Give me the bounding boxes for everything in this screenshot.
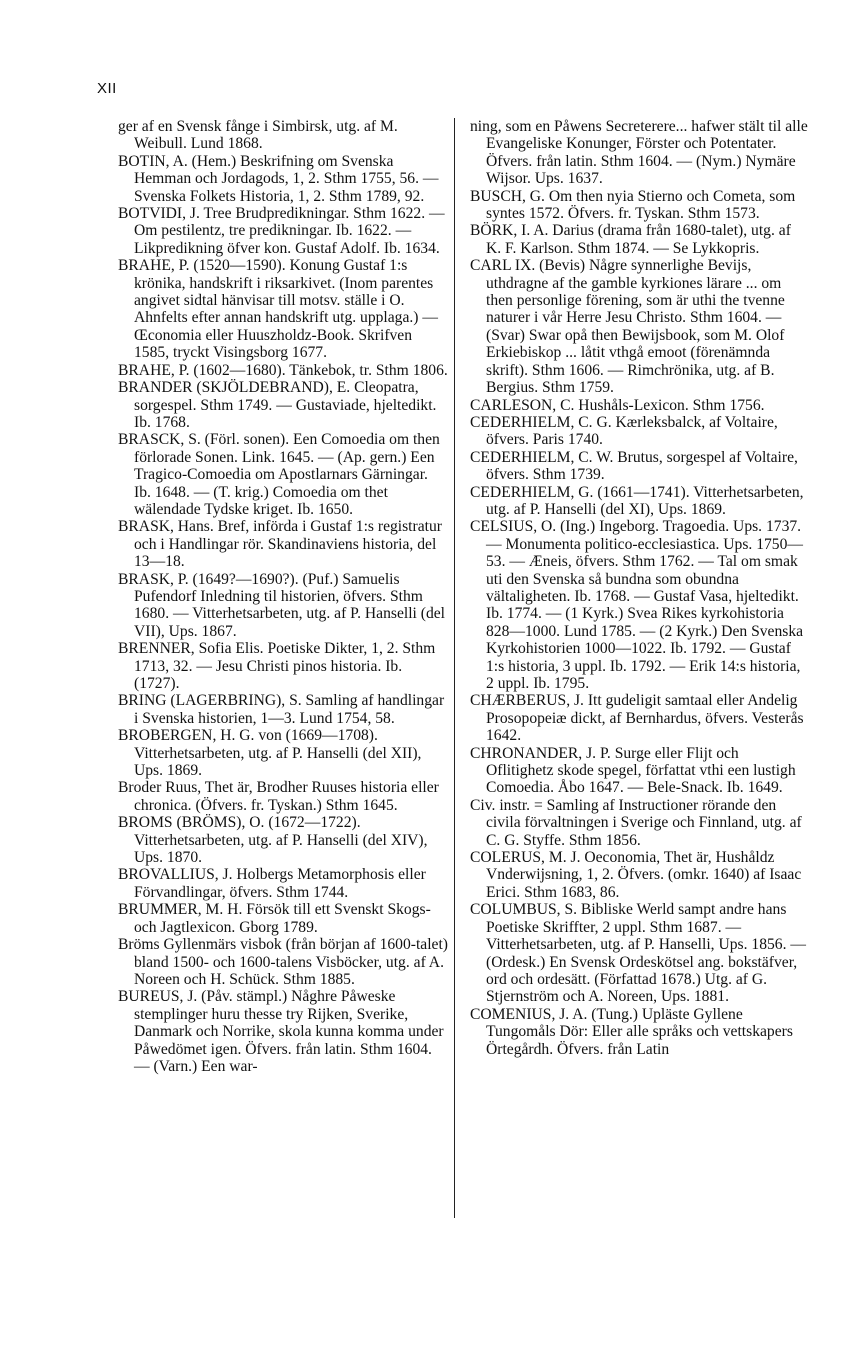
bibliography-entry: CEDERHIELM, G. (1661—1741). Vitterhetsarbeten, utg. af P. Hanselli (del XI), Ups. 1869. xyxy=(470,483,804,518)
bibliography-entry: CARLESON, C. Hushåls-Lexicon. Sthm 1756. xyxy=(470,396,765,414)
bibliography-entry: CELSIUS, O. (Ing.) Ingeborg. Tragoedia. Ups. 1737. — Monumenta politico-ecclesiastica. Ups. 1750—53. — Æneis, öfvers. Sthm 1762. — Tal om smak uti den Svenska så bundna som obundna vältaligheten. Ib. 1768. — Gustaf Vasa, hjeltedikt. Ib. 1774. — (1 Kyrk.) Svea Rikes kyrkohistoria 828—1000. Lund 1785. — (2 Kyrk.) Den Svenska Kyrkohistorien 1000—1022. Ib. 1792. — Gustaf 1:s historia, 3 uppl. Ib. 1792. — Erik 14:s historia, 2 uppl. Ib. 1795. xyxy=(470,518,804,692)
bibliography-entry: BROVALLIUS, J. Holbergs Metamorphosis eller Förvandlingar, öfvers. Sthm 1744. xyxy=(118,866,426,901)
bibliography-entry: CARL IX. (Bevis) Någre synnerlighe Bevijs, uthdragne af the gamble kyrkiones lärare ... om then personlige förening, som är uthi the tvenne naturer i vår Herre Jesu Christo. Sthm 1604. — (Svar) Swar opå then Bewijsbook, som M. Olof Erkiebiskop ... låtit vthgå emoot (förenämnda skrift). Sthm 1606. — Rimchrönika, utg. af B. Bergius. Sthm 1759. xyxy=(470,257,785,397)
bibliography-entry: BRAHE, P. (1602—1680). Tänkebok, tr. Sthm 1806. xyxy=(118,361,448,379)
bibliography-entry: CEDERHIELM, C. G. Kærleksbalck, af Voltaire, öfvers. Paris 1740. xyxy=(470,413,778,449)
bibliography-entry: BRING (LAGERBRING), S. Samling af handlingar i Svenska historien, 1—3. Lund 1754, 58. xyxy=(118,692,445,727)
column-divider xyxy=(454,118,455,1218)
bibliography-entry: ger af en Svensk fånge i Simbirsk, utg. af M. Weibull. Lund 1868. xyxy=(118,118,398,153)
bibliography-entry: COMENIUS, J. A. (Tung.) Upläste Gyllene Tungomåls Dör: Eller alle språks och vettskapers Örtegårdh. Öfvers. från Latin xyxy=(470,1005,793,1058)
bibliography-entry: BOTIN, A. (Hem.) Beskrifning om Svenska Hemman och Jordagods, 1, 2. Sthm 1755, 56. — Svenska Folkets Historia, 1, 2. Sthm 1789, 92. xyxy=(118,152,439,205)
page-number: XII xyxy=(97,80,117,97)
bibliography-entry: BROMS (BRÖMS), O. (1672—1722). Vitterhetsarbeten, utg. af P. Hanselli (del XIV), Ups. 1870. xyxy=(118,814,428,867)
left-column xyxy=(118,118,448,1075)
bibliography-entry: CHRONANDER, J. P. Surge eller Flijt och Oflitighetz skode spegel, författat vthi een lustigh Comoedia. Åbo 1647. — Bele-Snack. Ib. 1649. xyxy=(470,744,796,797)
bibliography-entry: COLUMBUS, S. Bibliske Werld sampt andre hans Poetiske Skriffter, 2 uppl. Sthm 1687. — Vitterhetsarbeten, utg. af P. Hanselli, Ups. 1856. — (Ordesk.) En Svensk Ordeskötsel ang. bokstäfver, ord och ordesätt. (Författad 1678.) Utg. af G. Stjernström och A. Noreen, Ups. 1881. xyxy=(470,901,806,1006)
bibliography-entry: ning, som en Påwens Secreterere... hafwer stält til alle Evangeliske Konunger, Förster och Potentater. Öfvers. från latin. Sthm 1604. — (Nym.) Nymäre Wijsor. Ups. 1637. xyxy=(470,118,808,188)
bibliography-entry: Civ. instr. = Samling af Instructioner rörande den civila förvaltningen i Sverige och Finnland, utg. af C. G. Styffe. Sthm 1856. xyxy=(470,796,802,849)
bibliography-entry: BUSCH, G. Om then nyia Stierno och Cometa, som syntes 1572. Öfvers. fr. Tyskan. Sthm 1573. xyxy=(470,187,796,223)
bibliography-entry: BRASK, P. (1649?—1690?). (Puf.) Samuelis Pufendorf Inledning til historien, öfvers. Sthm 1680. — Vitterhetsarbeten, utg. af P. Hanselli (del VII), Ups. 1867. xyxy=(118,570,446,640)
bibliography-entry: BUREUS, J. (Påv. stämpl.) Någhre Påweske stemplinger huru thesse try Rijken, Sverike, Danmark och Norrike, skola kunna komma under Påwedömet igen. Öfvers. från latin. Sthm 1604. — (Varn.) Een war- xyxy=(118,988,444,1075)
bibliography-entry: BRUMMER, M. H. Försök till ett Svenskt Skogs- och Jagtlexicon. Gborg 1789. xyxy=(118,901,431,936)
bibliography-entry: CEDERHIELM, C. W. Brutus, sorgespel af Voltaire, öfvers. Sthm 1739. xyxy=(470,448,798,484)
bibliography-entry: BRENNER, Sofia Elis. Poetiske Dikter, 1, 2. Sthm 1713, 32. — Jesu Christi pinos historia. Ib. (1727). xyxy=(118,640,436,692)
bibliography-entry: BRANDER (SKJÖLDEBRAND), E. Cleopatra, sorgespel. Sthm 1749. — Gustaviade, hjeltedikt. Ib. 1768. xyxy=(118,379,437,431)
bibliography-entry: Broder Ruus, Thet är, Brodher Ruuses historia eller chronica. (Öfvers. fr. Tyskan.) Sthm 1645. xyxy=(118,779,439,814)
bibliography-entry: BRASK, Hans. Bref, införda i Gustaf 1:s registratur och i Handlingar rör. Skandinaviens historia, del 13—18. xyxy=(118,518,442,571)
bibliography-entry: COLERUS, M. J. Oeconomia, Thet är, Hushåldz Vnderwijsning, 1, 2. Öfvers. (omkr. 1640) af Isaac Erici. Sthm 1683, 86. xyxy=(470,849,802,901)
bibliography-entry: CHÆRBERUS, J. Itt gudeligit samtaal eller Andelig Prosopopeiæ dickt, af Bernhardus, öfvers. Vesterås 1642. xyxy=(470,692,804,745)
right-column xyxy=(470,118,808,1058)
bibliography-entry: BRASCK, S. (Förl. sonen). Een Comoedia om then förlorade Sonen. Link. 1645. — (Ap. gern.) Een Tragico-Comoedia om Apostlarnars Gärningar. Ib. 1648. — (T. krig.) Comoedia om thet wälendade Tydske kriget. Ib. 1650. xyxy=(118,431,440,518)
bibliography-entry: BÖRK, I. A. Darius (drama från 1680-talet), utg. af K. F. Karlson. Sthm 1874. — Se Lykkopris. xyxy=(470,222,791,257)
bibliography-entry: BOTVIDI, J. Tree Brudpredikningar. Sthm 1622. — Om pestilentz, tre predikningar. Ib. 1622. — Likpredikning öfver kon. Gustaf Adolf. Ib. 1634. xyxy=(118,205,445,257)
bibliography-entry: BRAHE, P. (1520—1590). Konung Gustaf 1:s krönika, handskrift i riksarkivet. (Inom parentes angivet sidtal hänvisar till motsv. ställe i O. Ahnfelts efter annan handskrift utg. upplaga.) — Œconomia eller Huuszholdz-Book. Skrifven 1585, tryckt Visingsborg 1677. xyxy=(118,257,438,362)
bibliography-entry: Bröms Gyllenmärs visbok (från början af 1600-talet) bland 1500- och 1600-talens Visböcker, utg. af A. Noreen och H. Schück. Sthm 1885. xyxy=(118,936,448,988)
bibliography-entry: BROBERGEN, H. G. von (1669—1708). Vitterhetsarbeten, utg. af P. Hanselli (del XII), Ups. 1869. xyxy=(118,727,422,780)
